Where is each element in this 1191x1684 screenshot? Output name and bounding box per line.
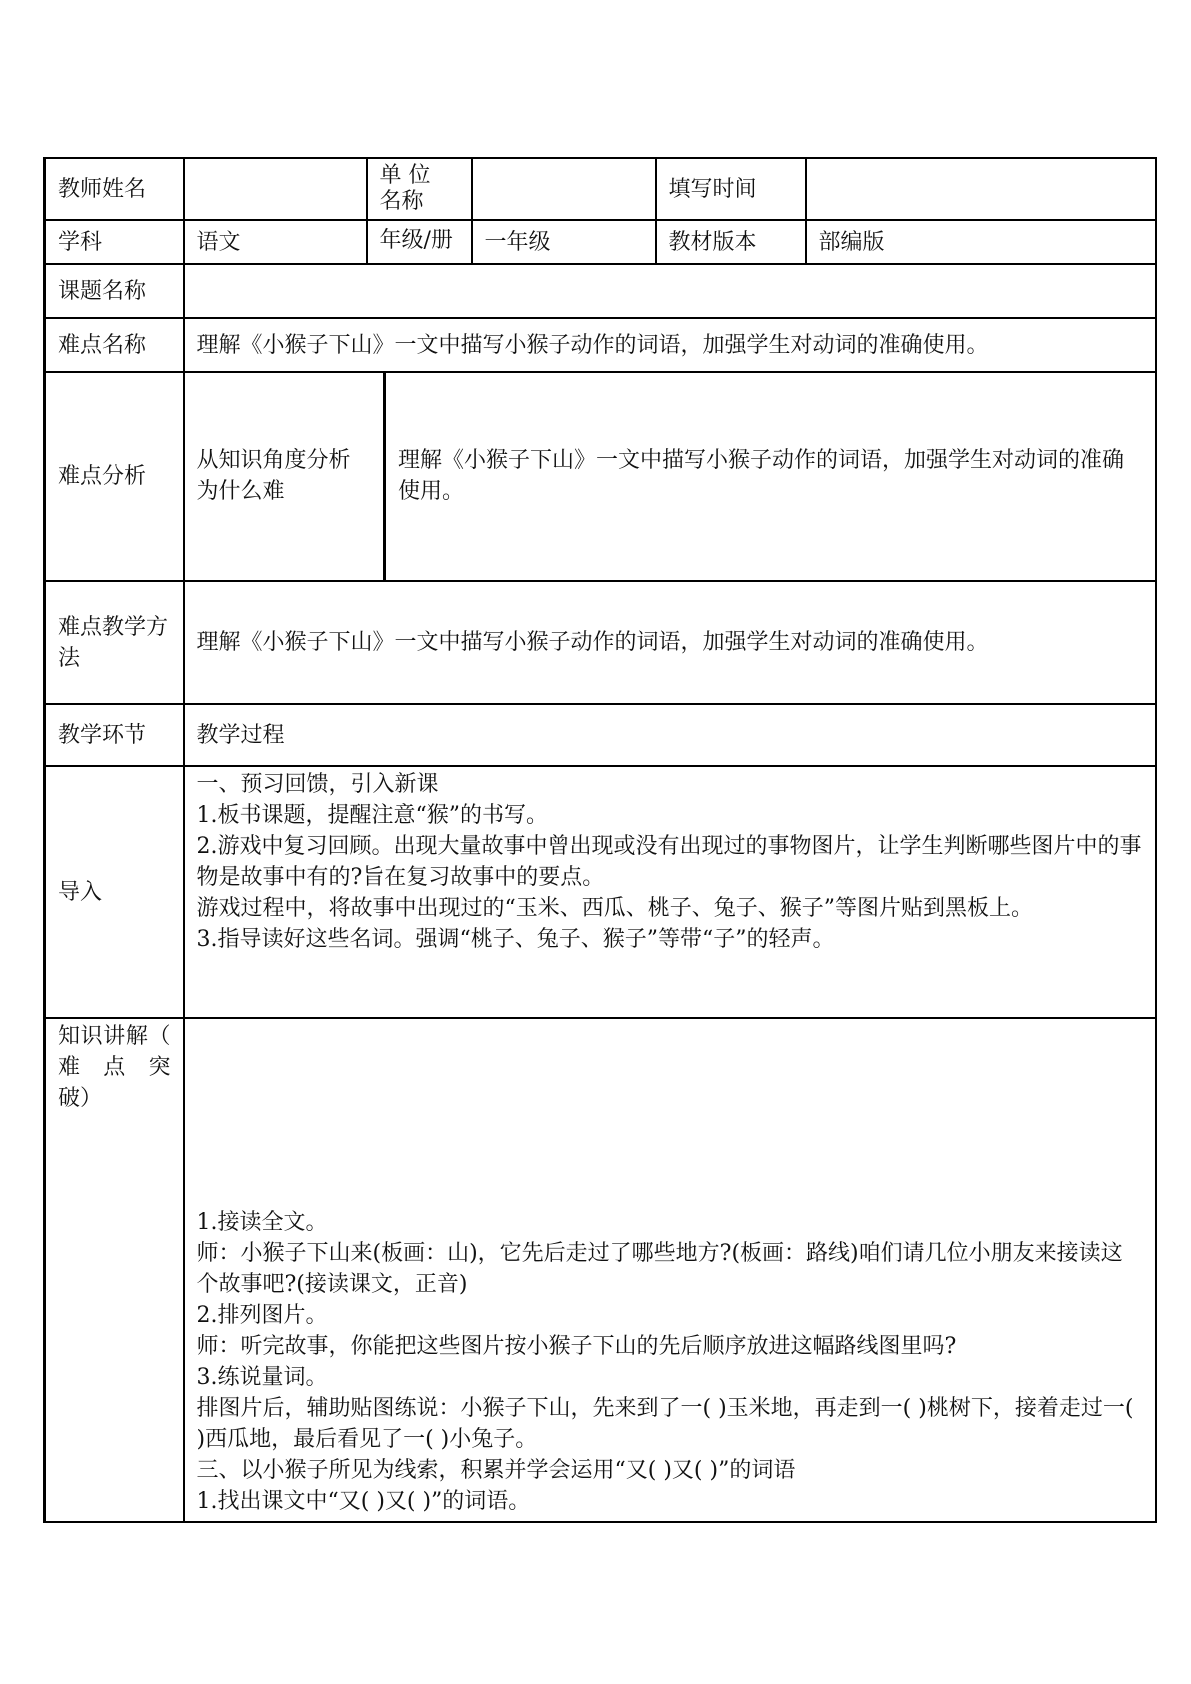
intro-content <box>184 766 1156 1018</box>
unit-name-label: 单 位 名称 <box>367 158 472 220</box>
intro-line-1: 一、预习回馈，引入新课 <box>196 772 439 797</box>
intro-label: 导入 <box>45 766 184 1018</box>
difficulty-row <box>45 318 1156 372</box>
knowledge-spacer <box>197 1021 1143 1207</box>
lesson-plan-table <box>43 157 1157 1523</box>
header-row-2 <box>45 220 1156 264</box>
analysis-subtable <box>185 373 1155 580</box>
intro-line-4: 游戏过程中，将故事中出现过的“玉米、西瓜、桃子、兔子、猴子”等图片贴到黑板上。 <box>196 896 1033 921</box>
header-row-1 <box>45 158 1156 220</box>
teacher-name-value <box>184 158 367 220</box>
knowledge-line-1: 1.接读全文。 <box>196 1210 328 1235</box>
intro-line-3: 2.游戏中复习回顾。出现大量故事中曾出现或没有出现过的事物图片，让学生判断哪些图片中的事物是故事中有的?旨在复习故事中的要点。 <box>196 834 1142 890</box>
grade-label: 年级/册 <box>367 220 472 264</box>
method-value: 理解《小猴子下山》一文中描写小猴子动作的词语，加强学生对动词的准确使用。 <box>184 581 1156 704</box>
knowledge-content <box>184 1018 1156 1522</box>
edition-label: 教材版本 <box>656 220 806 264</box>
grade-value: 一年级 <box>472 220 656 264</box>
teacher-name-label: 教师姓名 <box>45 158 184 220</box>
knowledge-label: 知识讲解（ 难 点 突 破） <box>45 1018 184 1522</box>
knowledge-line-3: 2.排列图片。 <box>196 1303 328 1328</box>
knowledge-line-4: 师：听完故事，你能把这些图片按小猴子下山的先后顺序放进这幅路线图里吗? <box>196 1334 957 1359</box>
process-header-row <box>45 704 1156 766</box>
knowledge-line-5: 3.练说量词。 <box>196 1365 328 1390</box>
intro-line-2: 1.板书课题，提醒注意“猴”的书写。 <box>196 803 548 828</box>
process-stage-label: 教学环节 <box>45 704 184 766</box>
lesson-plan-document <box>43 157 1154 1523</box>
method-row <box>45 581 1156 704</box>
subject-value: 语文 <box>184 220 367 264</box>
intro-line-5: 3.指导读好这些名词。强调“桃子、兔子、猴子”等带“子”的轻声。 <box>196 927 835 952</box>
knowledge-line-8: 1.找出课文中“又( )又( )”的词语。 <box>196 1489 531 1514</box>
subject-label: 学科 <box>45 220 184 264</box>
topic-row <box>45 264 1156 318</box>
edition-value: 部编版 <box>806 220 1156 264</box>
fill-date-value <box>806 158 1156 220</box>
intro-row <box>45 766 1156 1018</box>
unit-name-value <box>472 158 656 220</box>
topic-label: 课题名称 <box>45 264 184 318</box>
analysis-cell <box>184 372 1156 581</box>
knowledge-row <box>45 1018 1156 1522</box>
difficulty-value: 理解《小猴子下山》一文中描写小猴子动作的词语，加强学生对动词的准确使用。 <box>184 318 1156 372</box>
analysis-sub-label: 从知识角度分析为什么难 <box>185 373 385 580</box>
process-value-label: 教学过程 <box>184 704 1156 766</box>
knowledge-line-2: 师：小猴子下山来(板画：山)，它先后走过了哪些地方?(板画：路线)咱们请几位小朋友来接读这个故事吧?(接读课文，正音) <box>196 1241 1123 1297</box>
analysis-row <box>45 372 1156 581</box>
method-label: 难点教学方法 <box>45 581 184 704</box>
analysis-value: 理解《小猴子下山》一文中描写小猴子动作的词语，加强学生对动词的准确使用。 <box>398 448 1125 504</box>
knowledge-line-7: 三、以小猴子所见为线索，积累并学会运用“又( )又( )”的词语 <box>196 1458 796 1483</box>
difficulty-label: 难点名称 <box>45 318 184 372</box>
analysis-label: 难点分析 <box>45 372 184 581</box>
fill-date-label: 填写时间 <box>656 158 806 220</box>
topic-value <box>184 264 1156 318</box>
knowledge-line-6: 排图片后，辅助贴图练说：小猴子下山，先来到了一( )玉米地，再走到一( )桃树下，接着走过一( )西瓜地，最后看见了一( )小兔子。 <box>196 1396 1134 1452</box>
